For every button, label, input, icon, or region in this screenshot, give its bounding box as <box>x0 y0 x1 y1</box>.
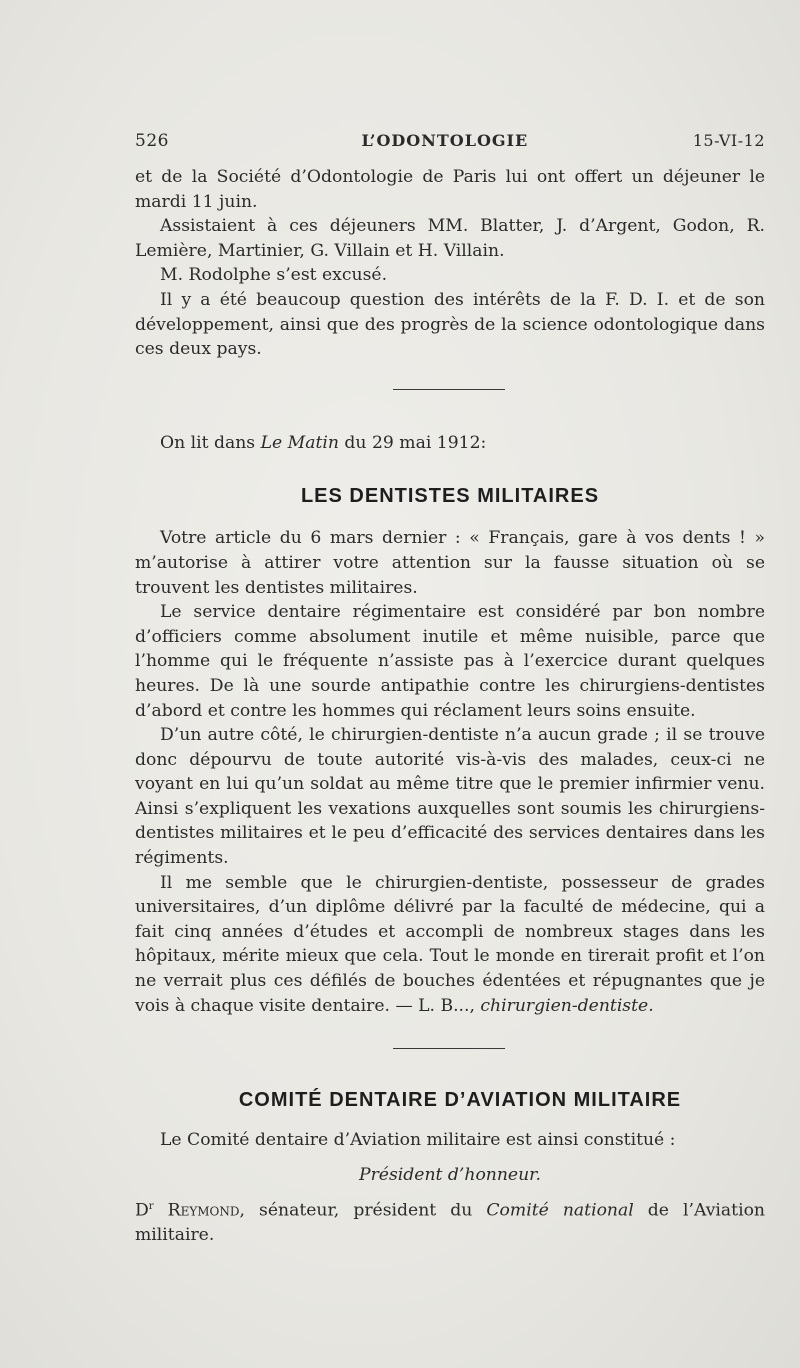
article2-subheading: Président d’honneur. <box>359 1164 541 1185</box>
page-number: 526 <box>135 131 169 151</box>
member-text-a: , sénateur, président du <box>239 1200 487 1221</box>
member-title-sup: r <box>148 1200 154 1212</box>
intro-paragraph-4: Il y a été beaucoup question des intérêts de la F. D. I. et de son développement, ainsi que des progrès de la science odontologique dans ces deux pays. <box>135 289 765 360</box>
journal-title: L’ODONTOLOGIE <box>361 131 529 150</box>
intro-paragraph-1: et de la Société d’Odontologie de Paris lui ont offert un déjeuner le mardi 11 juin. <box>135 167 765 212</box>
source-prefix: On lit dans <box>160 432 261 453</box>
intro-paragraph-2: Assistaient à ces déjeuners MM. Blatter, J. d’Argent, Godon, R. Lemière, Martinier, G. Villain et H. Villain. <box>135 216 765 261</box>
article1-paragraph-4-text: Il me semble que le chirurgien-dentiste, possesseur de grades universitaires, d’un diplôme délivré par la faculté de médecine, qui a fait cinq années d’études et accompli de nombreux stages dans les hôpitaux, mérite mieux que cela. Tout le monde en tirerait profit et l’on ne verrait plus ces défilés de bouches édentées et répugnantes que je vois à chaque visite dentaire. — L. B..., <box>135 872 765 1016</box>
article1-paragraph-3: D’un autre côté, le chirurgien-dentiste n’a aucun grade ; il se trouve donc dépourvu de toute autorité vis-à-vis des malades, ceux-ci ne voyant en lui qu’un soldat au même titre que le premier infirmier venu. Ainsi s’expliquent les vexations auxquelles sont soumis les chirurgiens-dentistes militaires et le peu d’efficacité des services dentaires dans les régiments. <box>135 725 765 869</box>
source-newspaper: Le Matin <box>260 432 339 453</box>
page-content <box>135 131 765 1248</box>
running-head <box>135 131 765 165</box>
source-line <box>135 431 765 456</box>
article1-paragraph-1: Votre article du 6 mars dernier : « Français, gare à vos dents ! » m’autorise à attirer votre attention sur la fausse situation où se trouvent les dentistes militaires. <box>135 528 765 598</box>
member-text-b: de l’Aviation militaire. <box>135 1200 765 1246</box>
section-divider-2 <box>393 1048 505 1049</box>
article1-signature: chirurgien-dentiste. <box>480 995 654 1016</box>
article2-member <box>135 1195 765 1248</box>
source-suffix: du 29 mai 1912: <box>338 432 487 453</box>
article-heading-comite: COMITÉ DENTAIRE D’AVIATION MILITAIRE <box>238 1089 682 1112</box>
member-text-italic: Comité national <box>486 1200 634 1221</box>
member-title: D <box>135 1200 149 1221</box>
issue-date: 15-VI-12 <box>692 131 765 150</box>
article2-paragraph-1: Le Comité dentaire d’Aviation militaire est ainsi constitué : <box>160 1130 676 1151</box>
article-heading-dentistes: LES DENTISTES MILITAIRES <box>300 485 600 508</box>
article1-paragraph-4 <box>135 871 765 1019</box>
intro-paragraph-3: M. Rodolphe s’est excusé. <box>160 265 388 286</box>
section-divider <box>393 389 505 390</box>
article1-paragraph-2: Le service dentaire régimentaire est considéré par bon nombre d’officiers comme absolument inutile et même nuisible, parce que l’homme qui le fréquente n’assiste pas à l’exercice durant quelques heures. De là une sourde antipathie contre les chirurgiens-dentistes d’abord et contre les hommes qui réclament leurs soins ensuite. <box>135 602 765 721</box>
member-name: Reymond <box>153 1200 240 1221</box>
